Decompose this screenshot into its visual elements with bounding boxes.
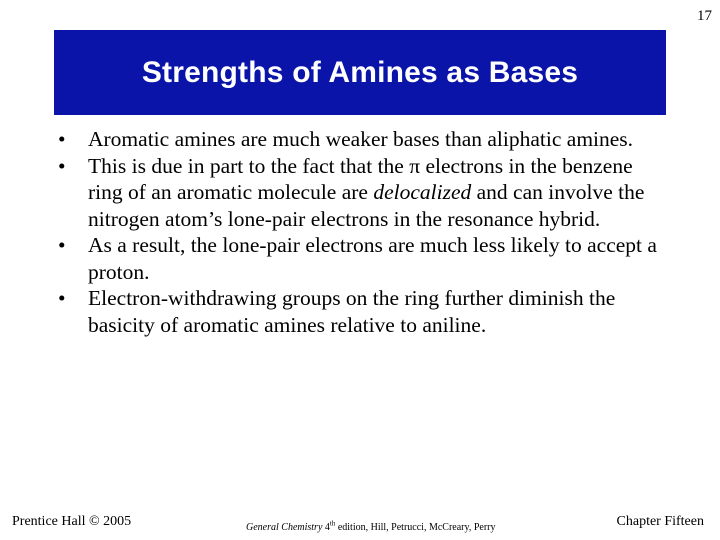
footer-chapter: Chapter Fifteen <box>616 514 704 529</box>
footer-edition-number: 4 <box>322 522 330 533</box>
footer-copyright: Prentice Hall © 2005 <box>12 514 132 529</box>
bullet-text: and can involve the nitrogen atom’s lone-pair electrons in the resonance hybrid. <box>88 180 645 231</box>
bullet-dot-icon: • <box>58 153 66 178</box>
page-number: 17 <box>697 8 712 24</box>
footer-citation <box>246 519 496 534</box>
bullet-item <box>54 126 664 153</box>
pi-symbol: π <box>409 153 421 178</box>
bullet-item <box>54 285 664 338</box>
bullet-item <box>54 153 664 233</box>
slide-title: Strengths of Amines as Bases <box>141 55 579 89</box>
bullet-dot-icon: • <box>58 286 66 310</box>
bullet-text: This is due in part to the fact that the <box>88 153 410 178</box>
bullet-text: Aromatic amines are much weaker bases than aliphatic amines. <box>88 127 634 151</box>
bullet-dot-icon: • <box>58 127 66 151</box>
bullet-text: As a result, the lone-pair electrons are much less likely to accept a proton. <box>88 233 657 284</box>
footer-authors: edition, Hill, Petrucci, McCreary, Perry <box>335 522 496 533</box>
footer-edition-suffix: th <box>329 519 336 528</box>
bullet-text: electrons in the benzene ring of an aromatic molecule are <box>88 153 633 204</box>
bullet-item <box>54 232 664 285</box>
bullet-list <box>54 126 664 338</box>
title-banner <box>54 30 666 115</box>
bullet-dot-icon: • <box>58 233 66 257</box>
footer-book-title: General Chemistry <box>246 522 323 533</box>
bullet-text: Electron-withdrawing groups on the ring further diminish the basicity of aromatic amines relative to aniline. <box>88 286 616 337</box>
emphasis-text: delocalized <box>373 180 472 204</box>
